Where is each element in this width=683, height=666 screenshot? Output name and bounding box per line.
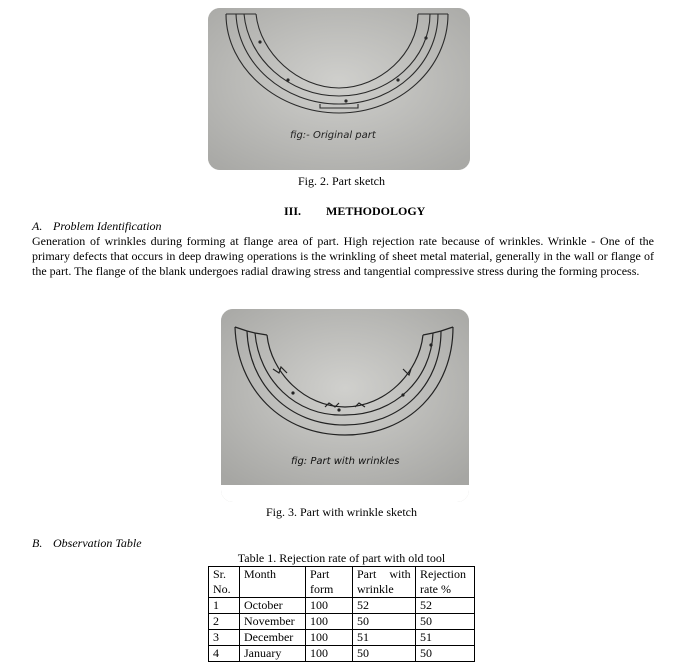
subsection-b-title: Observation Table [53,536,142,550]
section-title: METHODOLOGY [326,204,426,218]
table-row: 3 December 100 51 51 [209,630,475,646]
figure-2-handwritten-note: fig:- Original part [290,130,376,141]
subsection-b-label: B. [32,536,43,550]
header-rejection-rate: Rejection rate % [416,567,475,598]
section-number: III. [284,204,302,218]
header-sr-no: Sr. No. [209,567,240,598]
figure-2-image [208,8,470,170]
figure-3-caption: Fig. 3. Part with wrinkle sketch [266,505,417,519]
subsection-a-title: Problem Identification [53,219,162,233]
table-row: 1 October 100 52 52 [209,598,475,614]
table-row: 4 January 100 50 50 [209,646,475,662]
table-header-row [209,567,475,598]
original-part-sketch [208,8,470,170]
observation-table [208,566,475,662]
table-row: 2 November 100 50 50 [209,614,475,630]
problem-identification-paragraph: Generation of wrinkles during forming at flange area of part. High rejection rate because of wrinkles. Wrinkle - One of the primary defects that occurs in deep drawing operations is the wrinkling of sheet metal material, generally in the wall or flange of the part. The flange of the blank undergoes radial drawing stress and tangential compressive stress during the forming process. [32,234,654,278]
subsection-a-label: A. [32,219,43,233]
header-part-with-wrinkle: Part with wrinkle [353,567,416,598]
wrinkled-part-sketch [221,309,469,502]
figure-3-handwritten-note: fig: Part with wrinkles [291,456,400,467]
figure-2-caption: Fig. 2. Part sketch [298,174,385,188]
header-part-form: Part form [306,567,353,598]
header-month: Month [240,567,306,598]
figure-3-image [221,309,469,502]
table-1-caption: Table 1. Rejection rate of part with old tool [237,551,446,565]
